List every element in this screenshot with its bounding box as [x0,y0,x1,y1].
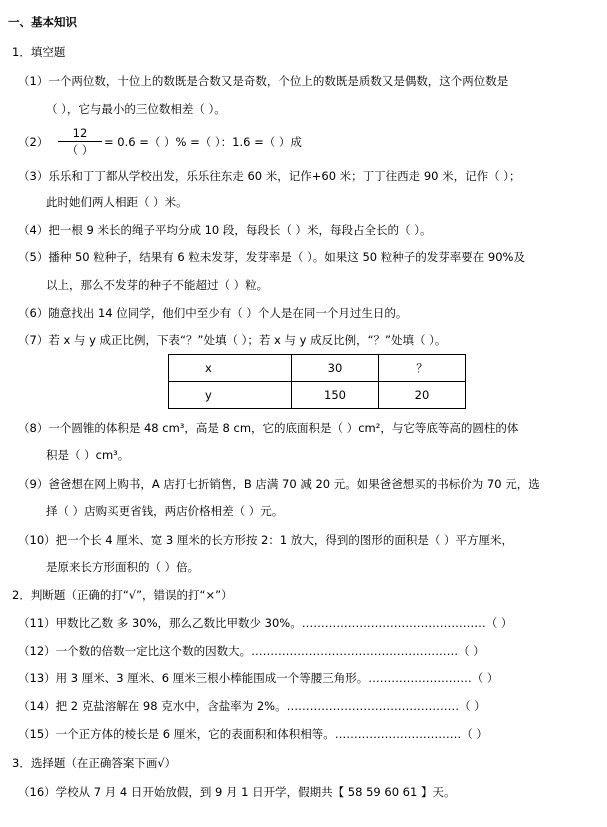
q7: （7）若 x 与 y 成正比例，下表“？”处填（ ）；若 x 与 y 成反比例，“？”处填（ ）。 [18,333,447,347]
part2-title: 2．判断题（正确的打“√”，错误的打“×”） [12,588,233,602]
judge-item-12: （12）一个数的倍数一定比这个数的因数大。………………………………………………（ ） [18,644,485,658]
fraction-bar [58,141,102,142]
q3-line1: （3）乐乐和丁丁都从学校出发，乐乐往东走 60 米，记作+60 米；丁丁往西走 90 米，记作（ ）； [18,169,521,183]
judge-item-14: （14）把 2 克盐溶解在 98 克水中，含盐率为 2%。………………………………………（ ） [18,699,486,713]
part1-title: 1．填空题 [12,45,66,59]
q2-fraction [58,126,102,157]
section-title: 一、基本知识 [8,15,77,29]
proportion-table [168,354,466,409]
table-row [169,355,466,382]
table-cell: y [169,382,292,409]
table-row [169,382,466,409]
q10-line2: 是原来长方形面积的（ ）倍。 [46,560,200,574]
q9-line1: （9）爸爸想在网上购书，A 店打七折销售，B 店满 70 减 20 元。如果爸爸想买的书标价为 70 元，选 [18,477,540,491]
part3-title: 3．选择题（在正确答案下画√） [12,756,177,770]
q2-numerator: 12 [72,126,88,140]
q5-line2: 以上，那么不发芽的种子不能超过（ ）粒。 [46,278,269,292]
table-cell: 30 [292,355,379,382]
q5-line1: （5）播种 50 粒种子，结果有 6 粒未发芽，发芽率是（ ）。如果这 50 粒种子的发芽率要在 90%及 [18,250,525,264]
table-cell: ？ [379,355,466,382]
q8-line1: （8）一个圆锥的体积是 48 cm³，高是 8 cm，它的底面积是（ ）cm²，与它等底等高的圆柱的体 [18,421,519,435]
q2-denominator: （ ） [66,143,94,157]
q10-line1: （10）把一个长 4 厘米、宽 3 厘米的长方形按 2：1 放大，得到的图形的面积是（ ）平方厘米， [18,533,513,547]
table-cell: 20 [379,382,466,409]
q9-line2: 择（ ）店购买更省钱，两店价格相差（ ）元。 [46,504,284,518]
q2-prefix: （2） [18,135,49,149]
q6: （6）随意找出 14 位同学，他们中至少有（ ）个人是在同一个月过生日的。 [18,306,408,320]
judge-item-11: （11）甲数比乙数 多 30%，那么乙数比甲数少 30%。…………………………………………（ ） [18,616,513,630]
q4: （4）把一根 9 米长的绳子平均分成 10 段，每段长（ ）米，每段占全长的（ ）。 [18,223,432,237]
judge-item-15: （15）一个正方体的棱长是 6 厘米，它的表面积和体积相等。……………………………（ ） [18,727,488,741]
q8-line2: 积是（ ）cm³。 [46,448,130,462]
q1-line1: （1）一个两位数，十位上的数既是合数又是奇数，个位上的数既是质数又是偶数，这个两位数是 [18,74,509,88]
table-cell: 150 [292,382,379,409]
q16: （16）学校从 7 月 4 日开始放假，到 9 月 1 日开学，假期共【 58 59 60 61 】天。 [18,785,456,799]
q3-line2: 此时她们两人相距（ ）米。 [46,195,188,209]
q2-rest: = 0.6 =（ ）% =（ ）：1.6 =（ ）成 [104,135,302,149]
judge-item-13: （13）用 3 厘米、3 厘米、6 厘米三根小棒能围成一个等腰三角形。………………………（ ） [18,671,499,685]
table-cell: x [169,355,292,382]
q1-line2: （ ），它与最小的三位数相差（ ）。 [46,102,226,116]
